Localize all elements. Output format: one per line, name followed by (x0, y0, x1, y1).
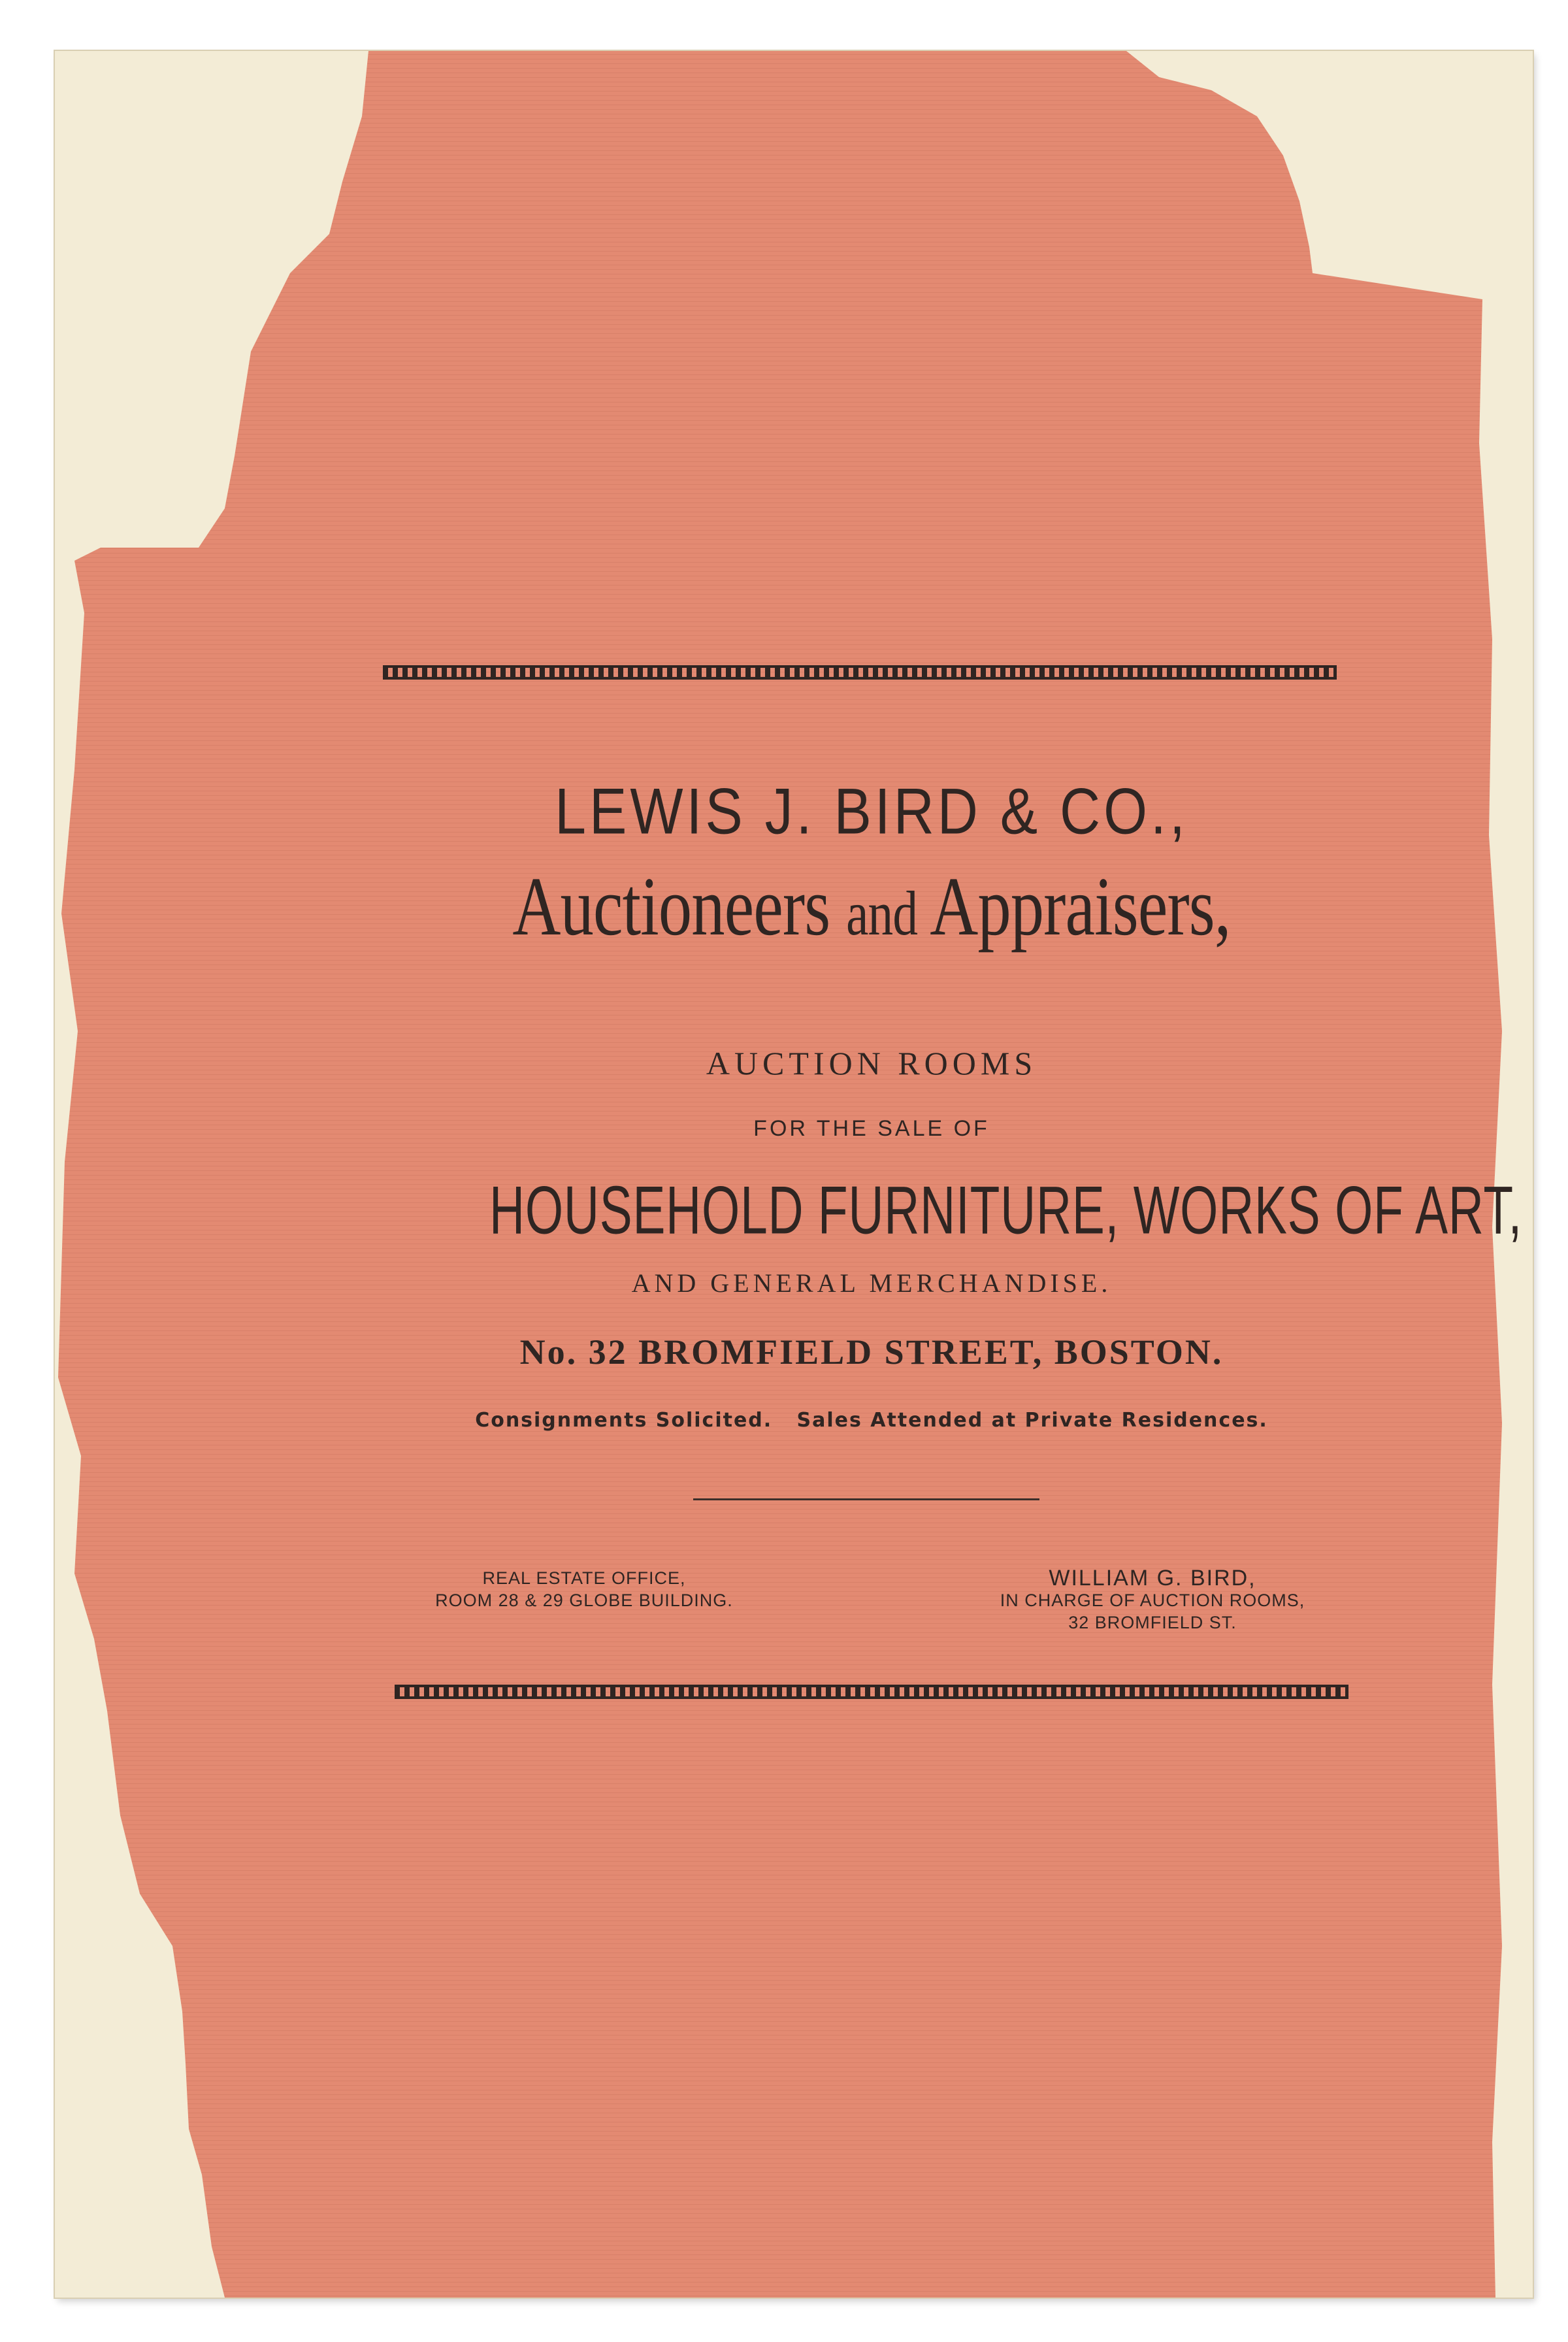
real-estate-office-block (401, 1567, 767, 1611)
for-sale-of-line: FOR THE SALE OF (753, 1116, 990, 1141)
contact-role: IN CHARGE OF AUCTION ROOMS, (1000, 1591, 1305, 1610)
auction-rooms-contact-block (956, 1567, 1348, 1634)
divider-rule (693, 1498, 1039, 1500)
profession-line (460, 859, 1283, 955)
cover-text-block (382, 665, 1523, 1724)
top-ornamental-rule (383, 665, 1337, 680)
contact-name: WILLIAM G. BIRD, (1049, 1566, 1256, 1591)
profession-part1: Auctioneers (512, 860, 830, 953)
real-estate-line1: REAL ESTATE OFFICE, (482, 1568, 686, 1588)
firm-name: LEWIS J. BIRD & CO., (555, 775, 1188, 848)
paper-sheet (55, 51, 1533, 2298)
auction-rooms-heading: AUCTION ROOMS (706, 1045, 1037, 1081)
real-estate-line2: ROOM 28 & 29 GLOBE BUILDING. (435, 1591, 733, 1610)
goods-heading: HOUSEHOLD FURNITURE, WORKS OF ART, (489, 1172, 1523, 1249)
street-address: No. 32 BROMFIELD STREET, BOSTON. (519, 1332, 1224, 1372)
bottom-ornamental-rule (395, 1685, 1348, 1699)
profession-part2: Appraisers, (930, 860, 1231, 953)
consignments-note: Consignments Solicited. Sales Attended at Private Residences. (475, 1409, 1268, 1432)
contact-address: 32 BROMFIELD ST. (1068, 1613, 1237, 1632)
profession-and: and (846, 878, 918, 948)
general-merchandise-line: AND GENERAL MERCHANDISE. (631, 1268, 1112, 1298)
